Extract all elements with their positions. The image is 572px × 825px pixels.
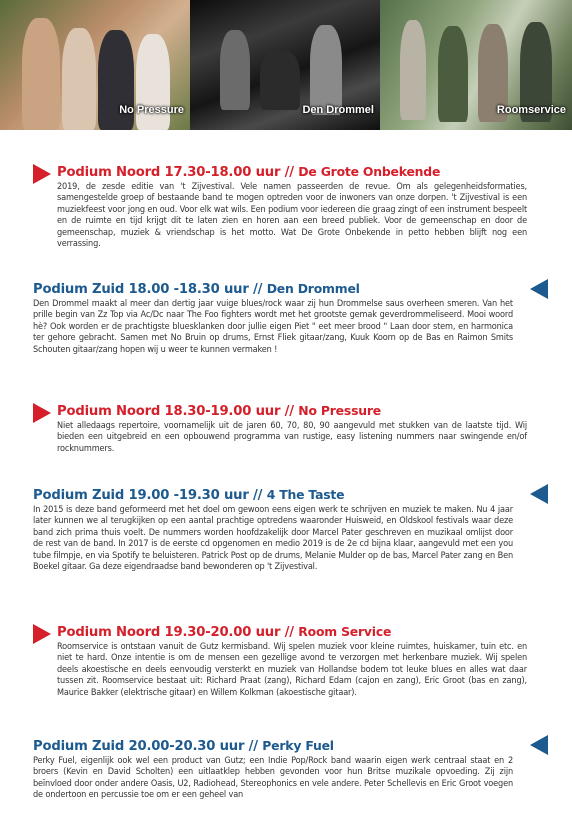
entry-time: Podium Noord 17.30-18.00 uur // xyxy=(57,165,299,180)
musician-figure xyxy=(438,26,468,122)
musician-figure xyxy=(400,20,426,120)
entry-description: Roomservice is ontstaan vanuit de Gutz kermisband. Wij spelen muziek voor kleine ruimtes, huiskamer, tuin etc. en niet te hard. Onze intentie is om de mensen een gezellige avond te verzorgen met herkenbare muziek. Wij spelen deels akoestische en deels eenvoudig versterkt en muziek van Hollandse bodem tot leuke blues en alles wat daar tussen zit. Roomservice bestaat uit: Richard Praat (zang), Richard Edam (cajon en zang), Eric Groot (bas en zang), Maurice Bakker (elektrische gitaar) en Willem Kolkman (akoestische gitaar). xyxy=(57,642,527,698)
arrow-left-icon xyxy=(530,735,548,755)
entry-description: Den Drommel maakt al meer dan dertig jaar vuige blues/rock waar zij hun Drommelse saus overheen smeren. Van het prille begin van Zz Top via Ac/Dc naar The Foo fighters wordt met het grootste gemak geverdrommeliseerd. Mooi woord hè? Ook worden er de prachtigste bluesklanken door jullie eigen Piet " eet meer brood " Laan door stem, en harmonica ter gehore gebracht. Samen met No Bruin op drums, Ernst Fliek gitaar/zang, Kuuk Koorn op de Bas en Raimon Smits Schouten gitaar/zang hopen wij u weer te kunnen vermaken ! xyxy=(33,299,513,355)
band-photo-strip xyxy=(0,0,572,130)
entry-time: Podium Noord 18.30-19.00 uur // xyxy=(57,404,299,419)
entry-description: Niet alledaags repertoire, voornamelijk uit de jaren 60, 70, 80, 90 aangevuld met stukken van de laatste tijd. Wij bieden een uitgebreid en een opbouwend programma van rustige, easy listening nummers naar swingende en/of rocknummers. xyxy=(57,421,527,454)
program-entry xyxy=(33,737,513,802)
entry-description: In 2015 is deze band geformeerd met het doel om gewoon eens eigen werk te schrijven en muziek te maken. Nu 4 jaar later kunnen we al terugkijken op een aantal prachtige optredens waaronder Huisweid, en Oldskool festivals waar deze band zich prima thuis voelt. De nummers worden hoofdzakelijk door Marcel Pater geschreven en muzikaal omlijst door de rest van de band. In 2017 is de eerste cd opgenomen en medio 2019 is de 2e cd bijna klaar, aangevuld met een you tube filmpje, en via Spotify te beluisteren. Patrick Post op de drums, Melanie Mulder op de bas, Marcel Pater zang en Ben Boekel gitaar. Ga deze eigendraadse band bewonderen op 't Zijvestival. xyxy=(33,505,513,573)
entry-band: Perky Fuel xyxy=(262,738,334,753)
program-entry xyxy=(57,623,527,699)
photo-no-pressure xyxy=(0,0,190,130)
program-entry xyxy=(33,486,513,573)
photo-roomservice xyxy=(380,0,572,130)
musician-figure xyxy=(310,25,342,115)
musician-figure xyxy=(22,18,60,130)
musician-figure xyxy=(220,30,250,110)
program-entry xyxy=(33,280,513,356)
arrow-right-icon xyxy=(33,403,51,423)
entry-heading xyxy=(33,486,513,505)
musician-figure xyxy=(62,28,96,130)
entry-heading xyxy=(57,163,527,182)
entry-band: No Pressure xyxy=(298,403,381,418)
entry-band: De Grote Onbekende xyxy=(298,164,441,179)
arrow-left-icon xyxy=(530,484,548,504)
photo-den-drommel xyxy=(190,0,380,130)
arrow-right-icon xyxy=(33,164,51,184)
program-entry xyxy=(57,163,527,250)
entry-heading xyxy=(57,623,527,642)
program-entry xyxy=(57,402,527,455)
entry-description: Perky Fuel, eigenlijk ook wel een product van Gutz; een Indie Pop/Rock band waarin eigen werk centraal staat en 2 broers (Kevin en David Scholten) een uitlaatklep hebben gevonden voor hun Britse muzikale opvoeding. Zij zijn beïnvloed door onder andere Oasis, U2, Radiohead, Stereophonics en vele andere. Peter Schellevis en Eric Groot voegen de ondertoon en percussie toe om er een geheel van xyxy=(33,756,513,801)
entry-time: Podium Zuid 19.00 -19.30 uur // xyxy=(33,488,267,503)
entry-band: 4 The Taste xyxy=(266,487,345,502)
entry-heading xyxy=(33,280,513,299)
photo-caption: Den Drommel xyxy=(302,104,374,116)
entry-band: Room Service xyxy=(298,624,392,639)
arrow-left-icon xyxy=(530,279,548,299)
entry-heading xyxy=(57,402,527,421)
entry-time: Podium Zuid 20.00-20.30 uur // xyxy=(33,739,263,754)
arrow-right-icon xyxy=(33,624,51,644)
photo-caption: No Pressure xyxy=(119,104,184,116)
entry-band: Den Drommel xyxy=(266,281,360,296)
drum-kit xyxy=(260,50,300,110)
entry-heading xyxy=(33,737,513,756)
entry-description: 2019, de zesde editie van 't Zijvestival. Vele namen passeerden de revue. Om als gelegenheidsformaties, samengestelde groep of bestaande band te mogen optreden voor de inwoners van onze dorpen. 't Zijvestival is een muziekfeest voor jong en oud. Voor elk wat wils. Een podium voor iedereen die graag zingt of een instrument bespeelt en de ruimte en tijd krijgt dit te laten zien en horen aan een breed publiek. Voor de gemeenschap en door de gemeenschap, muziek & vriendschap is het motto. Wat De Grote Onbekende in petto hebben blijft nog een verrassing. xyxy=(57,182,527,250)
entry-time: Podium Noord 19.30-20.00 uur // xyxy=(57,625,299,640)
entry-time: Podium Zuid 18.00 -18.30 uur // xyxy=(33,282,267,297)
photo-caption: Roomservice xyxy=(496,104,566,116)
